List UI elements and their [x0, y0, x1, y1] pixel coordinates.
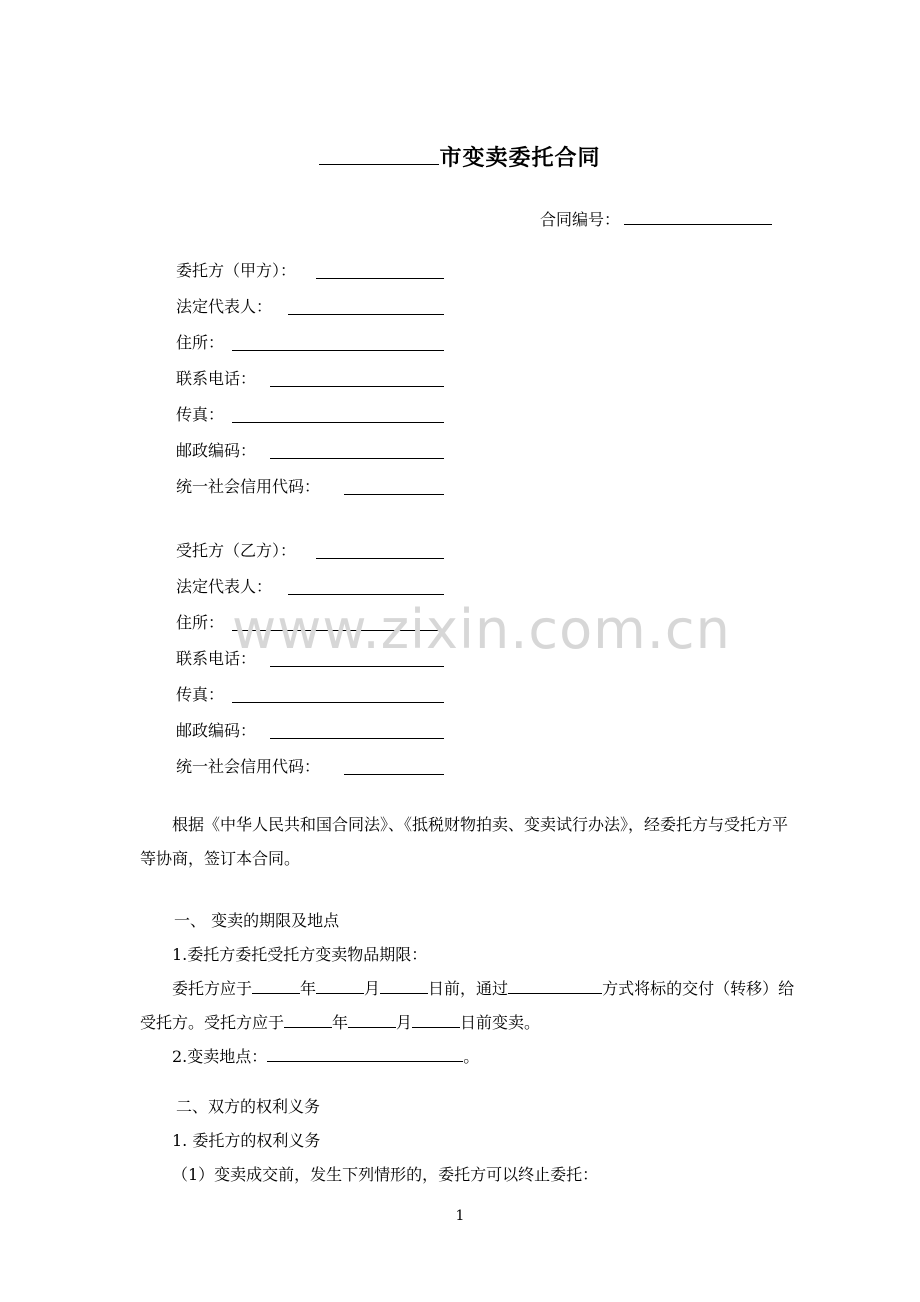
field-label: 受托方（乙方）：: [176, 541, 297, 560]
party-b-fax: [176, 680, 320, 716]
field-blank[interactable]: [316, 536, 444, 559]
section-1-item-1: 1.委托方委托受托方变卖物品期限：: [172, 945, 428, 964]
text-span: 日前变卖。: [460, 1013, 541, 1032]
section-2: [140, 1090, 800, 1192]
day-blank[interactable]: [412, 1007, 460, 1028]
field-blank[interactable]: [232, 328, 444, 351]
text-span: 年: [332, 1013, 349, 1032]
year-blank[interactable]: [252, 973, 300, 994]
field-blank[interactable]: [316, 256, 444, 279]
watermark: www.zixin.com.cn: [232, 598, 731, 661]
section-2-heading: 二、双方的权利义务: [176, 1097, 321, 1116]
party-a-fax: [176, 400, 320, 436]
method-blank[interactable]: [508, 973, 602, 994]
section-1: [140, 904, 800, 1074]
field-blank[interactable]: [232, 400, 444, 423]
page-number: 1: [455, 1208, 465, 1224]
party-a-block: [176, 256, 320, 508]
text-span: 月: [396, 1013, 413, 1032]
contract-number: [540, 204, 772, 232]
month-blank[interactable]: [348, 1007, 396, 1028]
contract-number-label: 合同编号：: [540, 210, 621, 229]
field-blank[interactable]: [344, 752, 444, 775]
year-blank[interactable]: [284, 1007, 332, 1028]
party-a-postcode: [176, 436, 320, 472]
text-span: 月: [364, 979, 381, 998]
field-label: 传真：: [176, 685, 225, 704]
party-a-address: [176, 328, 320, 364]
field-label: 住所：: [176, 613, 225, 632]
field-blank[interactable]: [232, 680, 444, 703]
text-span: 日前，通过: [428, 979, 509, 998]
month-blank[interactable]: [316, 973, 364, 994]
city-blank[interactable]: [319, 140, 439, 165]
party-b-trustee: [176, 536, 320, 572]
field-blank[interactable]: [270, 364, 444, 387]
field-label: 传真：: [176, 405, 225, 424]
field-label: 邮政编码：: [176, 721, 257, 740]
field-label: 联系电话：: [176, 369, 257, 388]
preamble: 根据《中华人民共和国合同法》、《抵税财物拍卖、变卖试行办法》，经委托方与受托方平等协商，签订本合同。: [140, 815, 789, 868]
field-label: 法定代表人：: [176, 297, 273, 316]
title-text: 市变卖委托合同: [439, 146, 601, 171]
party-a-client: [176, 256, 320, 292]
party-a-credit-code: [176, 472, 320, 508]
section-1-item-2: [140, 1040, 800, 1074]
party-b-credit-code: [176, 752, 320, 788]
field-label: 邮政编码：: [176, 441, 257, 460]
party-a-phone: [176, 364, 320, 400]
field-label: 法定代表人：: [176, 577, 273, 596]
field-blank[interactable]: [288, 572, 444, 595]
field-blank[interactable]: [344, 472, 444, 495]
party-b-postcode: [176, 716, 320, 752]
document-title: [0, 140, 920, 174]
field-label: 住所：: [176, 333, 225, 352]
party-b-block: [176, 536, 320, 788]
field-label: 统一社会信用代码：: [176, 477, 321, 496]
section-1-paragraph: [140, 972, 800, 1040]
text-span: 2.变卖地点：: [172, 1047, 268, 1066]
location-blank[interactable]: [267, 1041, 463, 1062]
text-span: 方式将标的交付（转移）给受托方。受托方应于: [140, 979, 795, 1032]
field-blank[interactable]: [270, 716, 444, 739]
field-label: 统一社会信用代码：: [176, 757, 321, 776]
text-span: 年: [300, 979, 317, 998]
contract-number-blank[interactable]: [624, 204, 772, 225]
field-label: 联系电话：: [176, 649, 257, 668]
section-1-heading: 一、 变卖的期限及地点: [174, 911, 340, 930]
party-a-representative: [176, 292, 320, 328]
section-2-item-1: 1. 委托方的权利义务: [172, 1131, 321, 1150]
field-blank[interactable]: [270, 436, 444, 459]
day-blank[interactable]: [380, 973, 428, 994]
field-blank[interactable]: [288, 292, 444, 315]
text-span: 。: [463, 1047, 480, 1066]
section-2-sub-1: （1）变卖成交前，发生下列情形的，委托方可以终止委托：: [172, 1165, 599, 1184]
text-span: 委托方应于: [172, 979, 253, 998]
field-label: 委托方（甲方）：: [176, 261, 297, 280]
